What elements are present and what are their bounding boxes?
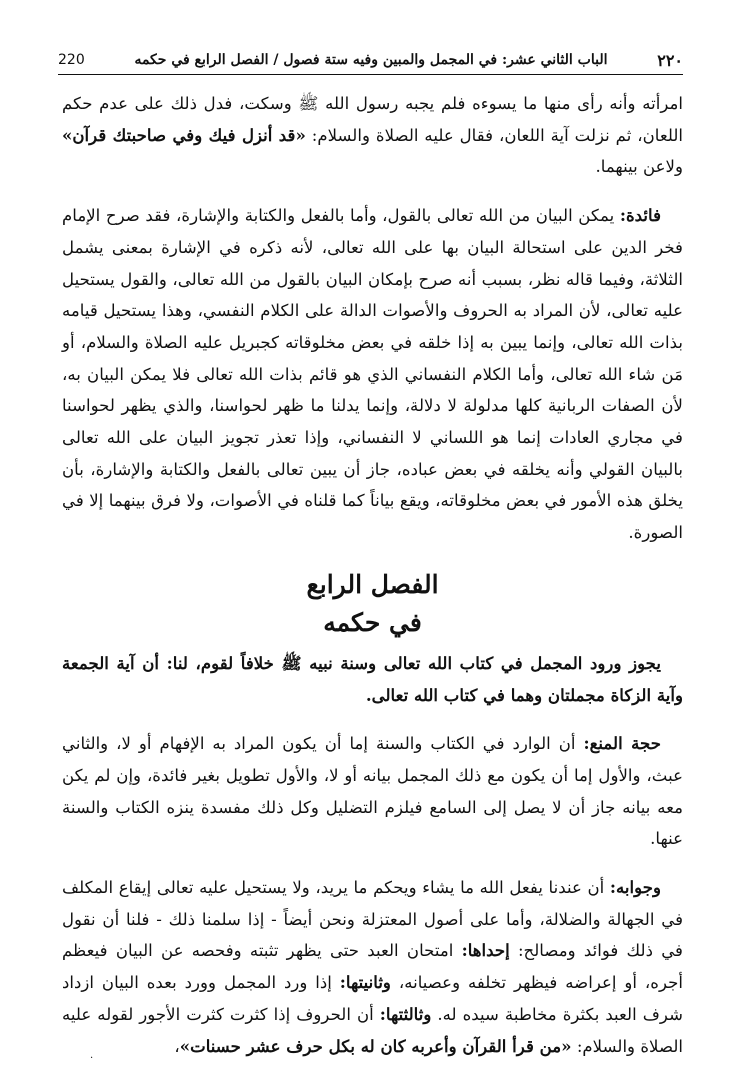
text-span: ولاعن بينهما.	[595, 157, 683, 177]
text-span: أن الوارد في الكتاب والسنة إما أن يكون المراد به الإفهام أو لا، والثاني عبث، والأول إما أن يكون مع ذلك المجمل بيانه أو لا، والأول تطويل بغير فائدة، وإن لم يكن معه بيانه جاز أن لا يصل إلى السامع فيلزم التضليل وكل ذلك مفسدة ينزه الكتاب والسنة عنها.	[62, 734, 683, 849]
answer-label: وجوابه:	[609, 877, 661, 898]
footer-mark: .	[90, 1050, 94, 1061]
text-span: إذا ورد المجمل وورد بعده البيان ازداد شرف العبد بكثرة مخاطبة سيده له.	[62, 973, 683, 1024]
paragraph-lian	[62, 88, 683, 183]
hadith-quote: «من قرأ القرآن وأعربه كان له بكل حرف عشر حسنات»	[179, 1035, 572, 1056]
text-span: امتحان العبد حتى يظهر تثبته وفحصه عن البيان فيعظم أجره، أو إعراضه فيظهر تخلفه وعصيانه،	[62, 941, 683, 993]
chapter-subtitle: في حكمه	[323, 607, 422, 637]
chapter-heading	[62, 566, 683, 642]
paragraph-answer	[62, 872, 683, 1062]
page-number-arabic: ٢٢٠	[657, 50, 683, 70]
text-span: يمكن البيان من الله تعالى بالقول، وأما بالفعل والكتابة والإشارة، فقد صرح الإمام فخر الدين على استحالة البيان بها على الله تعالى، لأنه ذكره في الإشارة بمعنى يشمل الثلاثة، وفيما قاله نظر، بسبب أنه صرح بإمكان البيان بالقول من الله تعالى، والقول يستحيل عليه تعالى، لأن المراد به الحروف والأصوات الدالة على الكلام النفسي، وهذا يستحيل قيامه بذات الله تعالى، وإنما يبين به إذا خلقه في بعض مخلوقاته كجبريل عليه الصلاة والسلام، أو مَن شاء الله تعالى، وأما الكلام النفساني الذي هو قائم بذات الله تعالى فلا يمكن البيان به، لأن الصفات الربانية كلها مدلولة لا دلالة، وإنما يدلنا ما ظهر لحواسنا، والذي يظهر لحواسنا في مجاري العادات إنما هو اللساني لا النفساني، وإذا تعذر تجويز البيان على الله تعالى بالبيان القولي وأنه يخلقه في بعض عباده، جاز أن يبين تعالى بالفعل والكتابة والإشارة، بأن يخلق هذه الأمور في بعض مخلوقاته، ويقع بياناً كما قلناه في الأصوات، ولا فرق بينهما إلا في الصورة.	[62, 206, 683, 543]
text-span: أن الحروف إذا كثرت كثرت الأجور لقوله عليه الصلاة والسلام:	[62, 1004, 683, 1056]
running-title: الباب الثاني عشر: في المجمل والمبين وفيه ستة فصول / الفصل الرابع في حكمه	[134, 52, 608, 68]
objection-label: حجة المنع:	[583, 733, 661, 754]
hadith-quote: «قد أنزل فيك وفي صاحبتك قرآن»	[62, 124, 306, 145]
second-point-label: وثانيتها:	[339, 972, 391, 993]
text-span: امرأته وأنه رأى منها ما يسوءه فلم يجبه رسول الله ﷺ وسكت، فدل ذلك على عدم حكم اللعان، ثم نزلت آية اللعان، فقال عليه الصلاة والسلام:	[62, 94, 683, 145]
paragraph-ruling: يجوز ورود المجمل في كتاب الله تعالى وسنة نبيه ﷺ خلافاً لقوم، لنا: أن آية الجمعة وآية الزكاة مجملتان وهما في كتاب الله تعالى.	[62, 652, 683, 705]
page-body	[62, 88, 683, 1079]
text-span: أن عندنا يفعل الله ما يشاء ويحكم ما يريد، ولا يستحيل عليه تعالى إيقاع المكلف في الجهالة والضلالة، وأما على أصول المعتزلة ونحن أيضاً - إذا سلمنا ذلك - فلنا أن نقول في ذلك فوائد ومصالح:	[62, 878, 683, 961]
third-point-label: وثالثتها:	[379, 1003, 432, 1024]
page-number-latin: 220	[58, 52, 85, 68]
paragraph-objection	[62, 728, 683, 855]
paragraph-faida	[62, 200, 683, 549]
running-header	[58, 46, 683, 75]
faida-label: فائدة:	[619, 205, 661, 226]
chapter-title: الفصل الرابع	[306, 569, 439, 599]
text-span: ،	[174, 1036, 180, 1056]
first-point-label: إحداها:	[461, 940, 510, 961]
